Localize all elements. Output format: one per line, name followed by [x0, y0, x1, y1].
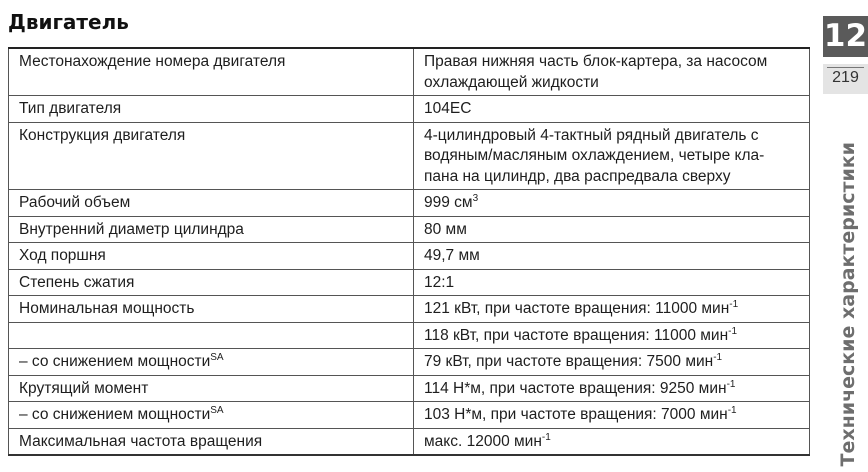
section-tab-label: Технические характеристики	[837, 141, 859, 466]
spec-value: 104EC	[414, 96, 810, 123]
spec-label: – со снижением мощности$^{SA}$	[9, 402, 414, 429]
spec-label: Внутренний диаметр цилиндра	[9, 216, 414, 243]
table-row	[9, 296, 810, 323]
spec-label: Ход поршня	[9, 243, 414, 270]
table-row	[9, 216, 810, 243]
page-number: 219	[823, 64, 868, 94]
spec-label	[9, 322, 414, 349]
spec-label: Тип двигателя	[9, 96, 414, 123]
spec-label: Крутящий момент	[9, 375, 414, 402]
spec-label: Конструкция двигателя	[9, 122, 414, 190]
spec-value: 103 Н*м, при частоте вращения: 7000 мин$^{-1}$	[414, 402, 810, 429]
section-title: Двигатель	[8, 10, 129, 34]
spec-label: Рабочий объем	[9, 190, 414, 217]
spec-label: – со снижением мощности$^{SA}$	[9, 349, 414, 376]
table-row	[9, 349, 810, 376]
table-row	[9, 269, 810, 296]
table-row	[9, 243, 810, 270]
table-row	[9, 190, 810, 217]
chapter-sidebar	[817, 0, 868, 472]
table-row	[9, 122, 810, 190]
spec-label: Номинальная мощность	[9, 296, 414, 323]
table-row	[9, 48, 810, 96]
spec-value: 80 мм	[414, 216, 810, 243]
table-row	[9, 428, 810, 455]
spec-label: Максимальная частота вращения	[9, 428, 414, 455]
spec-value: 4-цилиндровый 4-тактный рядный двигатель с водяным/масляным охлаждением, четыре кла- пана на цилиндр, два распредвала сверху	[414, 122, 810, 190]
spec-value: 999 $см^3$	[414, 190, 810, 217]
section-tab	[831, 100, 865, 472]
spec-value: 118 кВт, при частоте вращения: 11000 мин$^{-1}$	[414, 322, 810, 349]
table-row	[9, 375, 810, 402]
table-row	[9, 96, 810, 123]
spec-label: Местонахождение номера двигателя	[9, 48, 414, 96]
spec-value: 114 Н*м, при частоте вращения: 9250 мин$^{-1}$	[414, 375, 810, 402]
spec-value: 121 кВт, при частоте вращения: 11000 мин$^{-1}$	[414, 296, 810, 323]
spec-value: 79 кВт, при частоте вращения: 7500 мин$^{-1}$	[414, 349, 810, 376]
spec-value: 12:1	[414, 269, 810, 296]
spec-value: 49,7 мм	[414, 243, 810, 270]
spec-label: Степень сжатия	[9, 269, 414, 296]
table-row	[9, 322, 810, 349]
engine-spec-table	[8, 47, 810, 456]
table-row	[9, 402, 810, 429]
chapter-number: 12	[823, 16, 868, 57]
spec-value: Правая нижняя часть блок-картера, за насосом охлаждающей жидкости	[414, 48, 810, 96]
spec-value: макс. 12000 мин$^{-1}$	[414, 428, 810, 455]
